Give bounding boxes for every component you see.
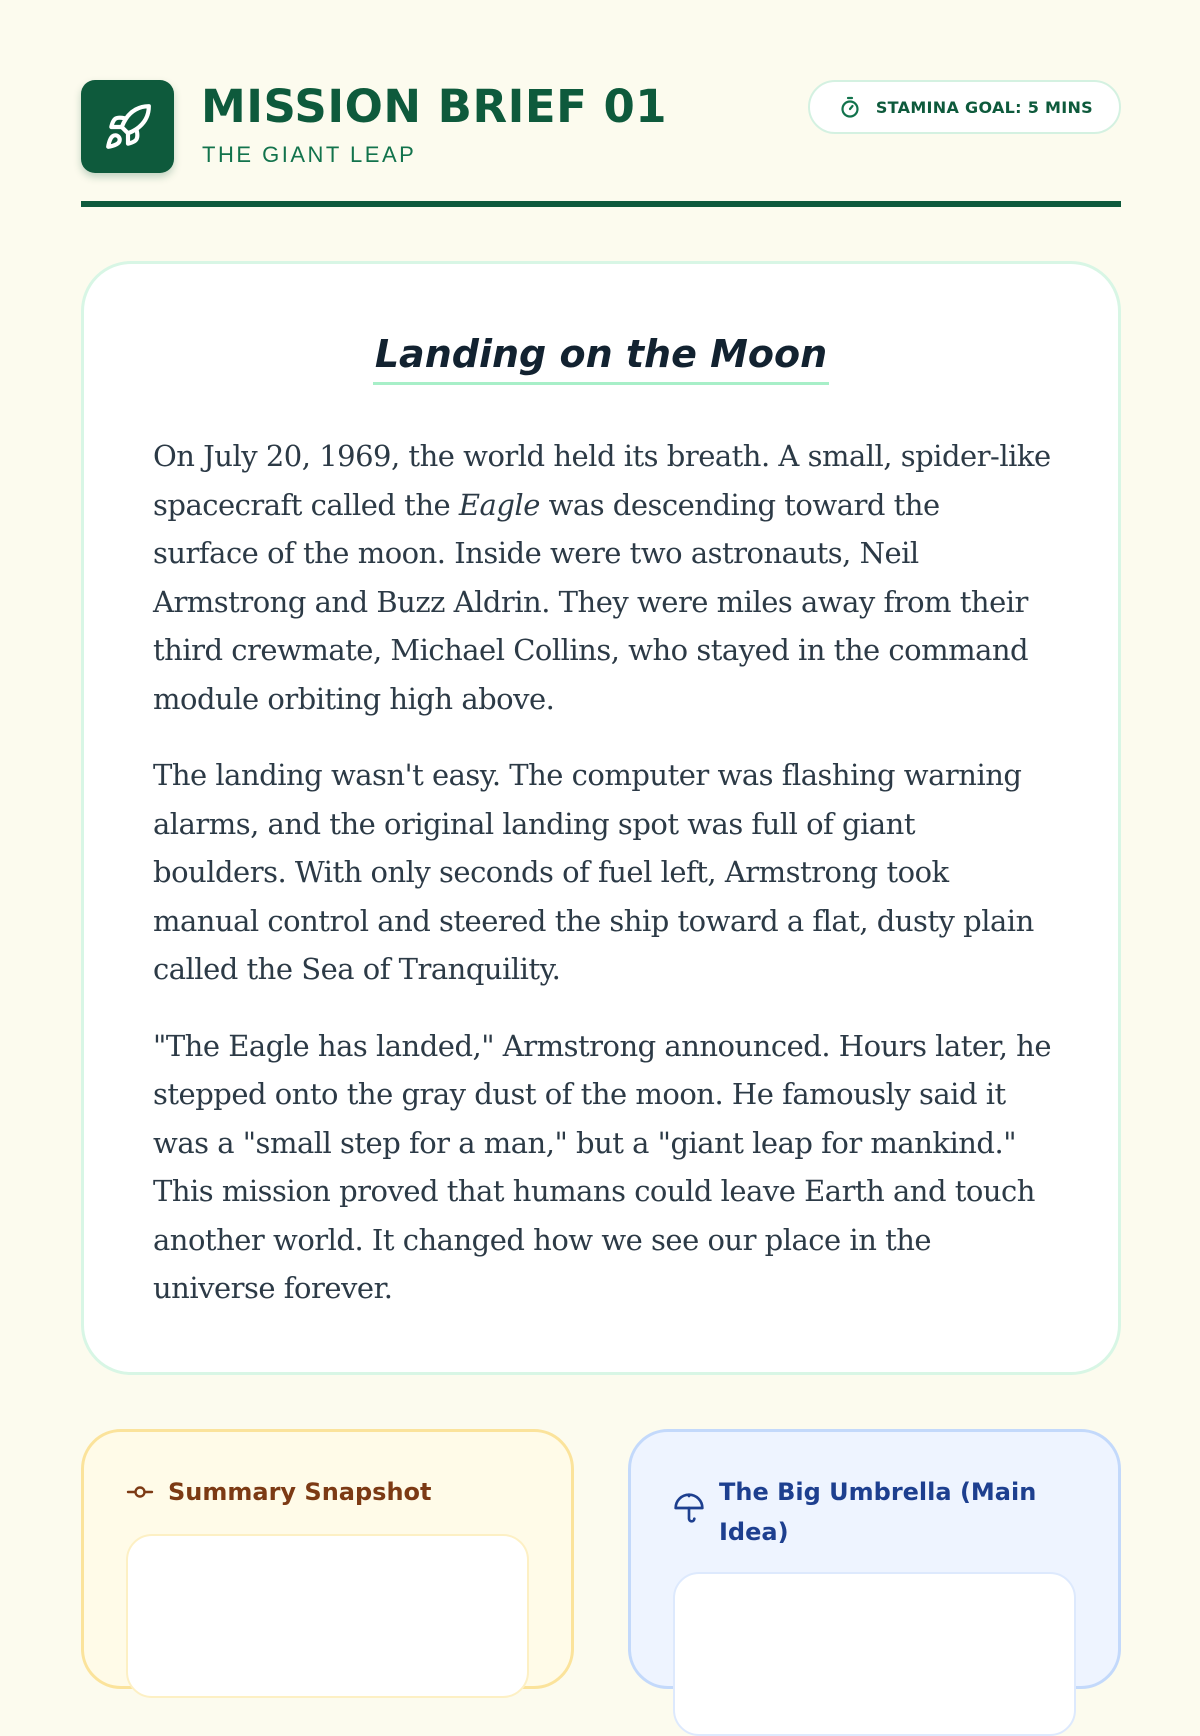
summary-input[interactable] (126, 1534, 529, 1698)
rocket-icon (103, 102, 153, 152)
main-idea-input[interactable] (673, 1572, 1076, 1736)
stamina-goal-badge (808, 80, 1121, 134)
article-paragraph: The landing wasn't easy. The computer was flashing warning alarms, and the original landing spot was full of giant boulders. With only seconds of fuel left, Armstrong took manual control and steered the ship toward a flat, dusty plain called the Sea of Tranquility. (153, 758, 1034, 986)
page-title: MISSION BRIEF 01 (201, 80, 668, 133)
logo-badge (81, 80, 174, 173)
article-title: Landing on the Moon (373, 332, 829, 385)
article-paragraph: On July 20, 1969, the world held its breath. A small, spider-like spacecraft called the Eagle was descending toward the surface of the moon. Inside were two astronauts, Neil Armstrong and Buzz Aldrin. They were miles away from their third crewmate, Michael Collins, who stayed in the command module orbiting high above. (153, 439, 1051, 716)
article-paragraph: "The Eagle has landed," Armstrong announced. Hours later, he stepped onto the gray dust of the moon. He famously said it was a "small step for a man," but a "giant leap for mankind." This mission proved that humans could leave Earth and touch another world. It changed how we see our place in the universe forever. (153, 1028, 1051, 1305)
article-body (153, 432, 1053, 1341)
summary-snapshot-card (81, 1429, 574, 1689)
page-subtitle: THE GIANT LEAP (202, 142, 417, 167)
stopwatch-icon (838, 95, 862, 119)
article-card (81, 261, 1121, 1375)
summary-title: Summary Snapshot (168, 1478, 432, 1506)
umbrella-icon (673, 1492, 705, 1524)
header-divider (81, 201, 1121, 207)
main-idea-title: The Big Umbrella (Main Idea) (719, 1478, 1037, 1546)
commit-icon (126, 1472, 154, 1512)
stamina-goal-label: STAMINA GOAL: 5 MINS (875, 97, 1093, 117)
main-idea-card (628, 1429, 1121, 1689)
header (81, 80, 1121, 206)
